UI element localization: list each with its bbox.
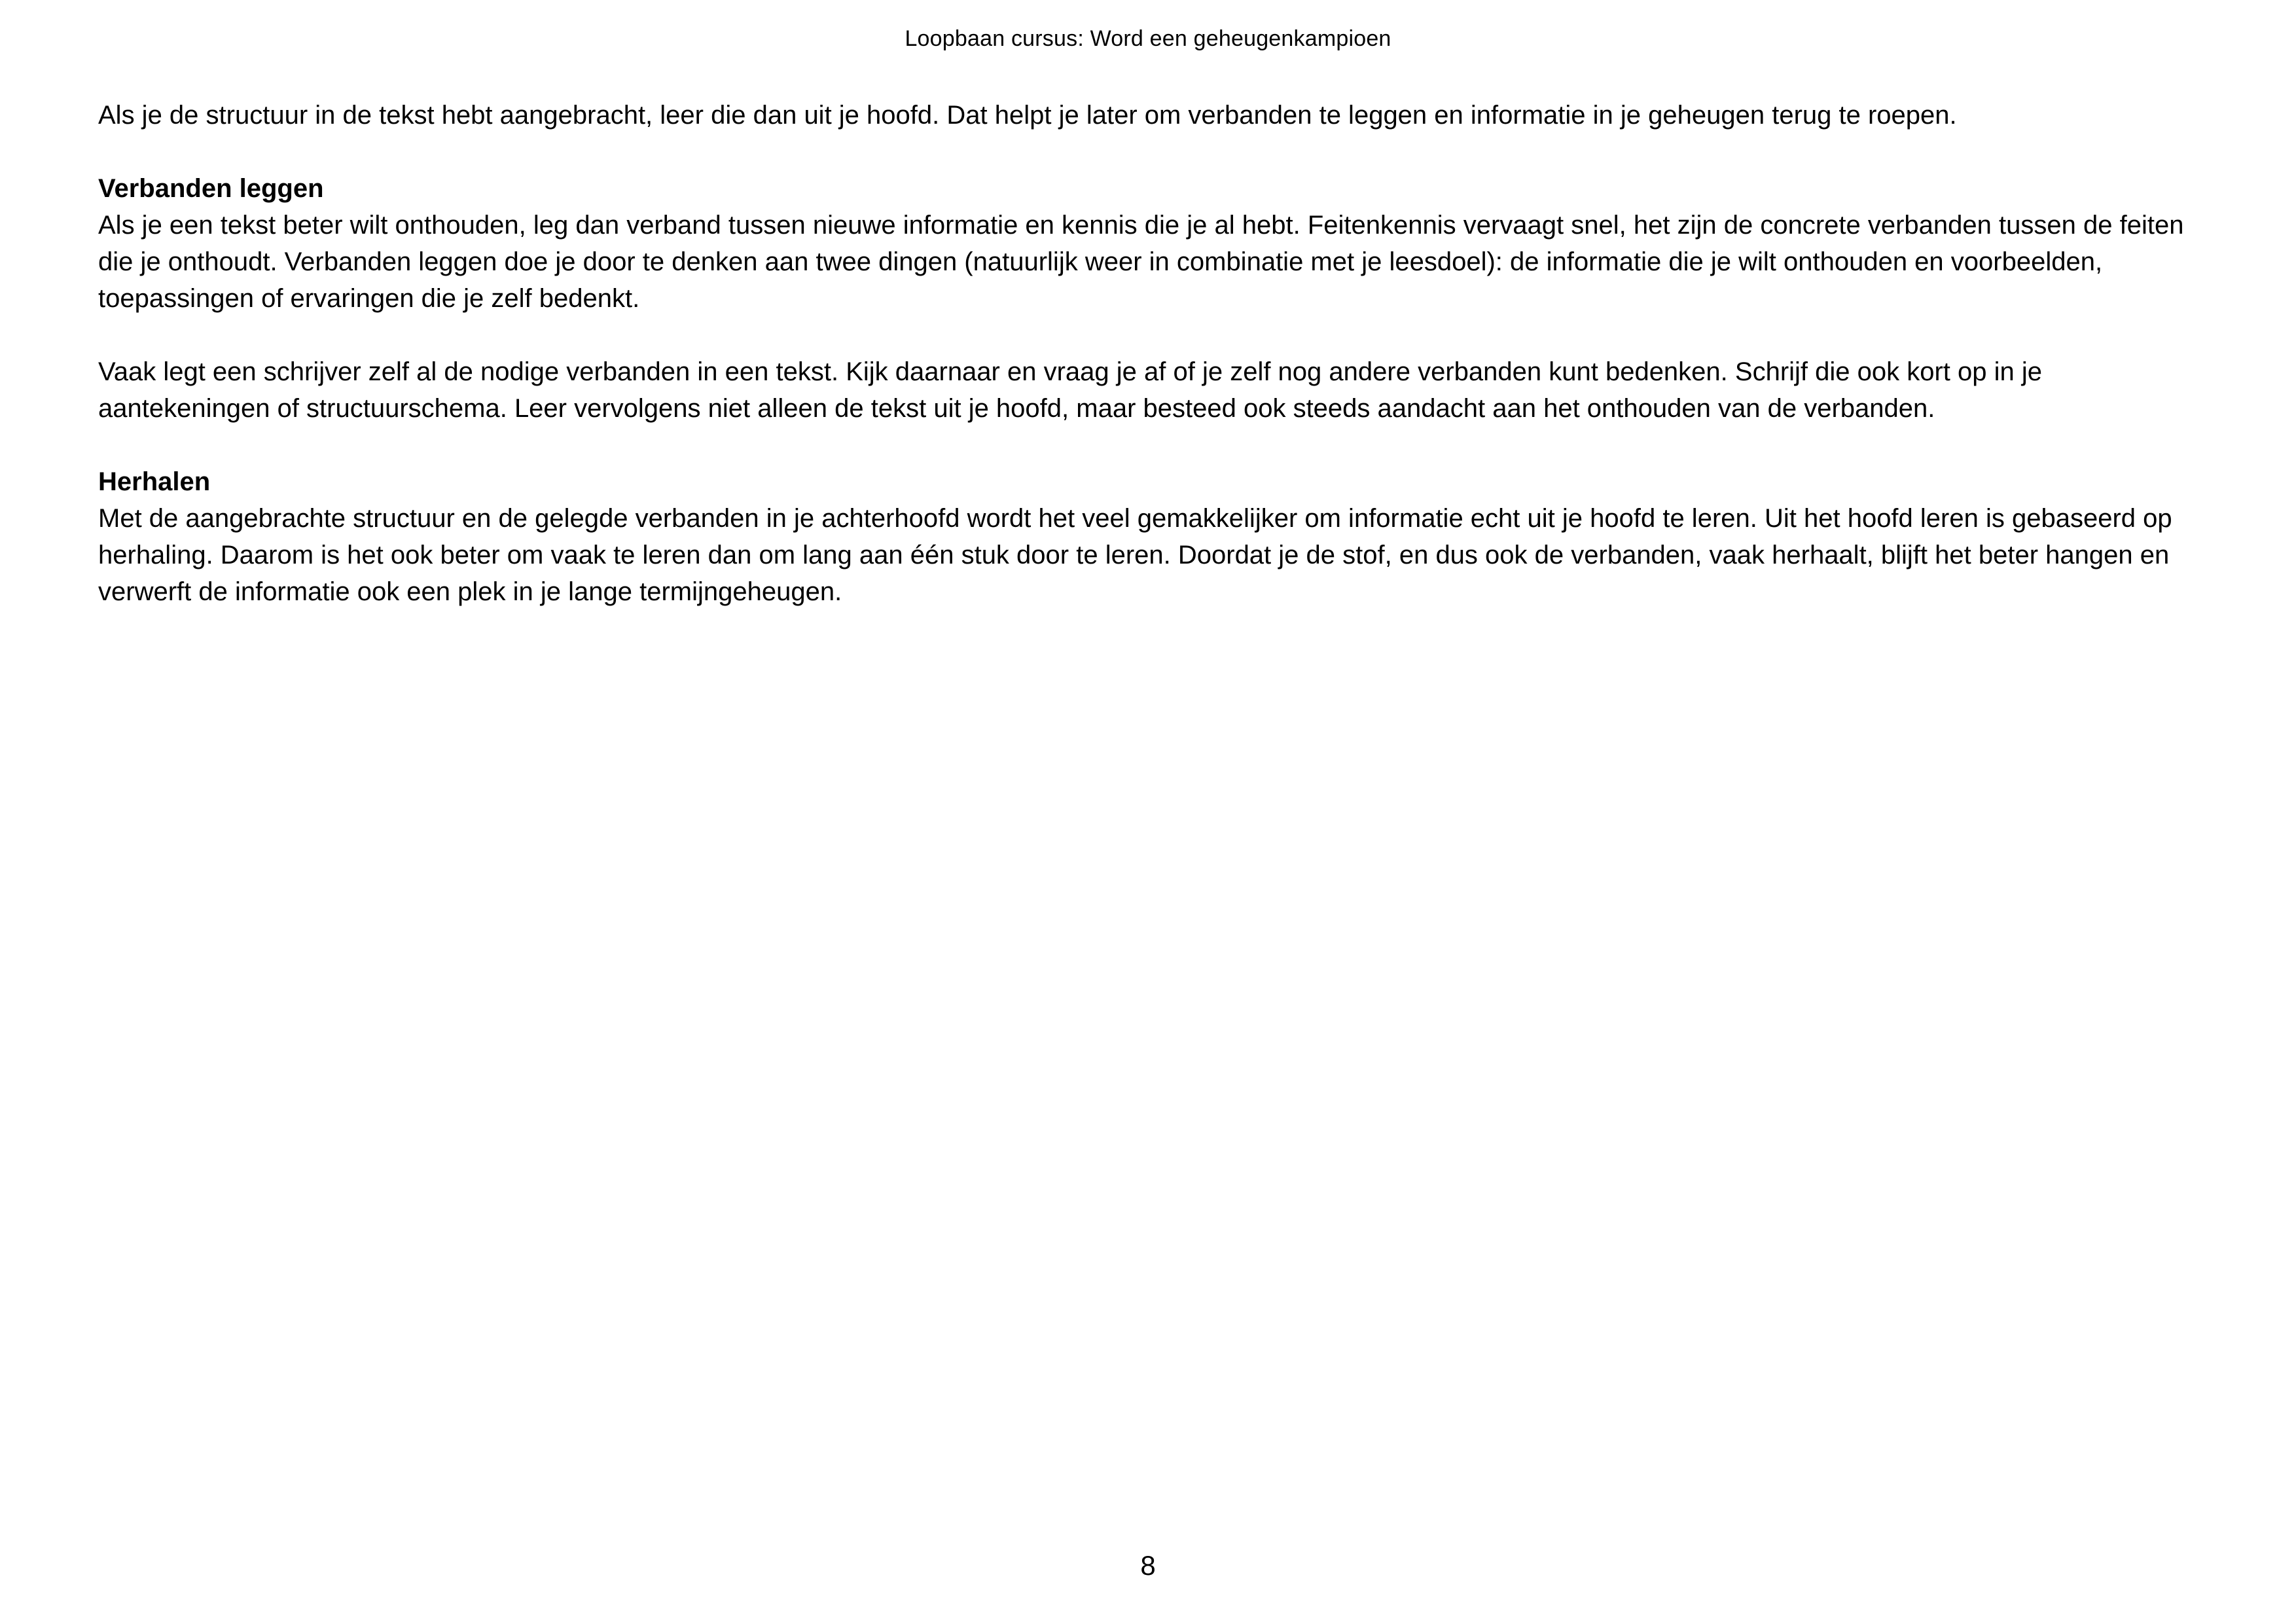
paragraph-spacer [98, 427, 2206, 463]
page-number: 8 [1140, 1550, 1156, 1581]
verbanden-paragraph-2: Vaak legt een schrijver zelf al de nodige verbanden in een tekst. Kijk daarnaar en vraag je af of je zelf nog andere verbanden kunt bedenken. Schrijf die ook kort op in je aantekeningen of structuurschema. Leer vervolgens niet alleen de tekst uit je hoofd, maar besteed ook steeds aandacht aan het onthouden van de verbanden. [98, 357, 2043, 423]
herhalen-paragraph: Met de aangebrachte structuur en de gelegde verbanden in je achterhoofd wordt het veel gemakkelijker om informatie echt uit je hoofd te leren. Uit het hoofd leren is gebaseerd op herhaling. Daarom is het ook beter om vaak te leren dan om lang aan één stuk door te leren. Doordat je de stof, en dus ook de verbanden, vaak herhaalt, blijft het beter hangen en verwerft de informatie ook een plek in je lange termijngeheugen. [98, 504, 2172, 606]
page-header: Loopbaan cursus: Word een geheugenkampioen [905, 26, 1391, 51]
paragraph-spacer [98, 134, 2206, 170]
section-heading-herhalen: Herhalen [98, 467, 211, 496]
intro-paragraph: Als je de structuur in de tekst hebt aangebracht, leer die dan uit je hoofd. Dat helpt je later om verbanden te leggen en informatie in je geheugen terug te roepen. [98, 101, 1957, 130]
verbanden-paragraph-1: Als je een tekst beter wilt onthouden, leg dan verband tussen nieuwe informatie en kennis die je al hebt. Feitenkennis vervaagt snel, het zijn de concrete verbanden tussen de feiten die je onthoudt. Verbanden leggen doe je door te denken aan twee dingen (natuurlijk weer in combinatie met je leesdoel): de informatie die je wilt onthouden en voorbeelden, toepassingen of ervaringen die je zelf bedenkt. [98, 211, 2184, 313]
paragraph-spacer [98, 317, 2206, 353]
section-heading-verbanden: Verbanden leggen [98, 174, 324, 203]
document-body [98, 97, 2206, 610]
